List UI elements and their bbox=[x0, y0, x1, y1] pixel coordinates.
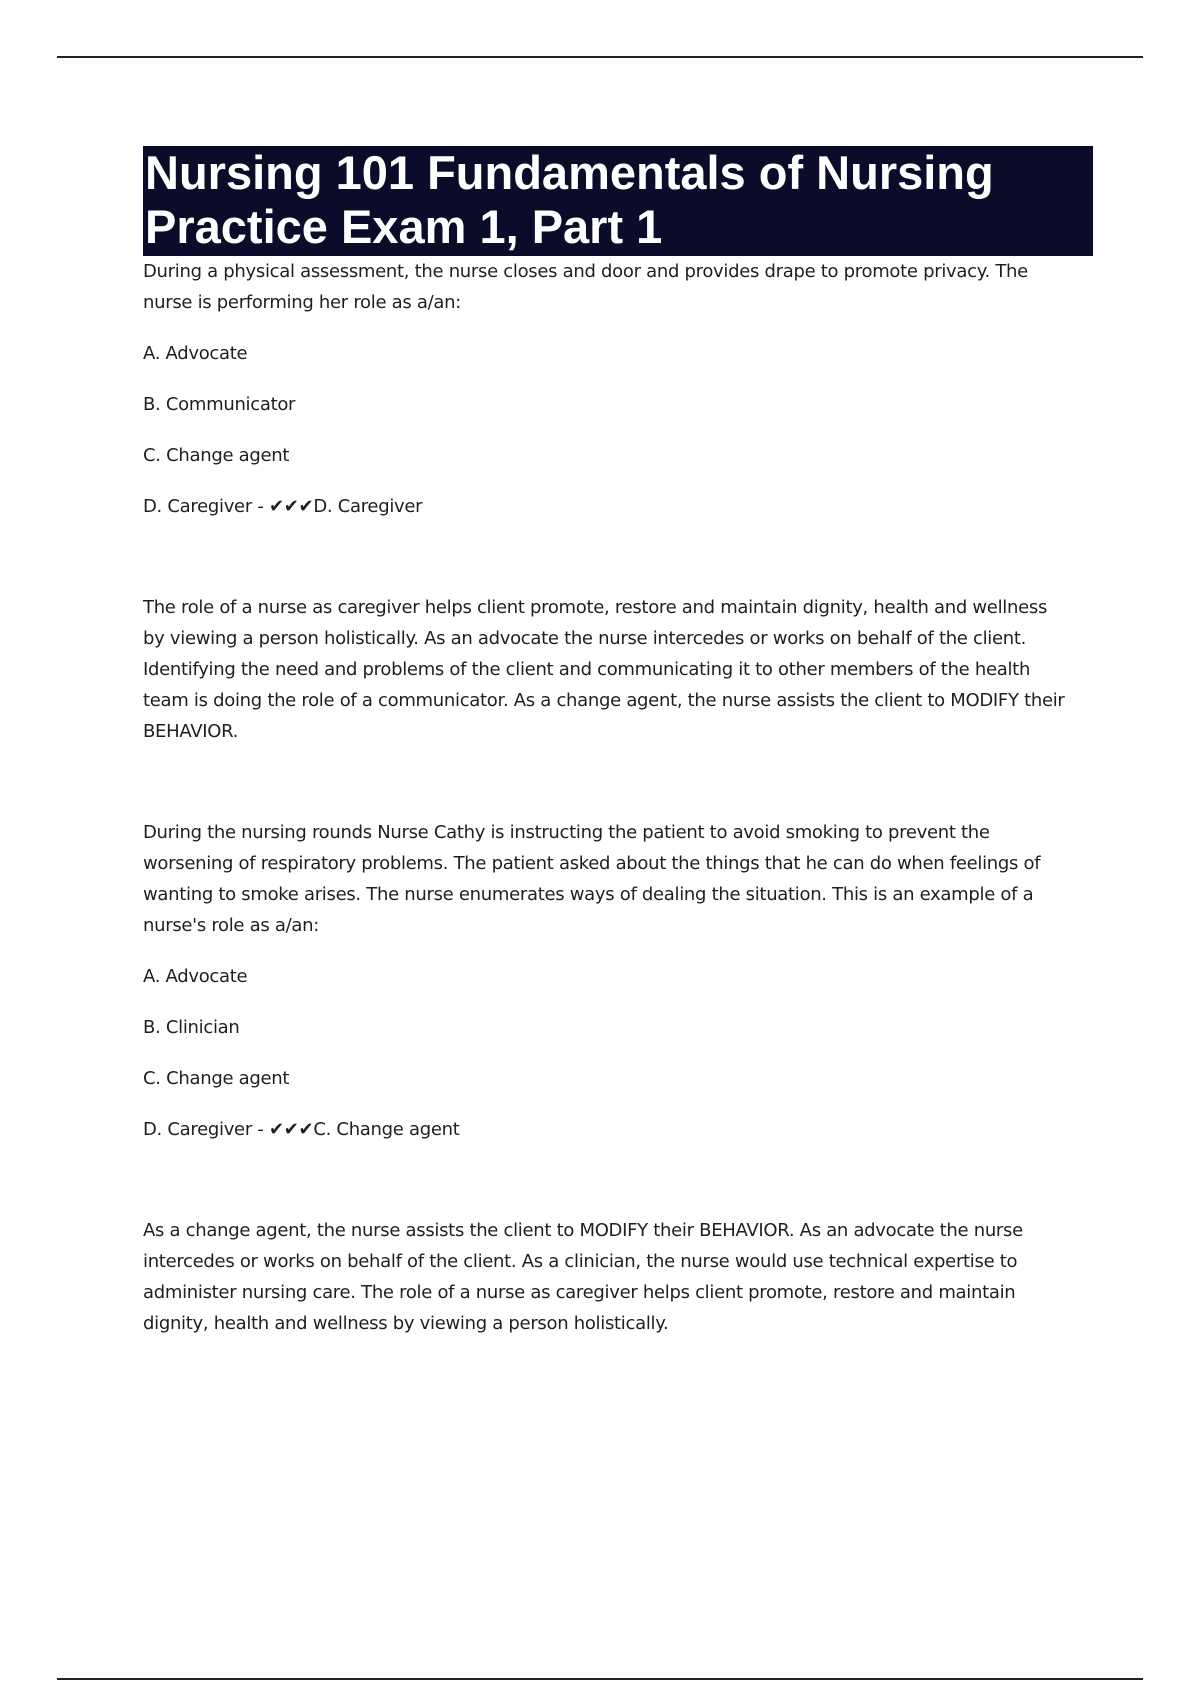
question-1-option-a: A. Advocate bbox=[143, 343, 248, 364]
document-body bbox=[143, 146, 1093, 1339]
header-rule bbox=[57, 56, 1143, 58]
question-2-stem: During the nursing rounds Nurse Cathy is instructing the patient to avoid smoking to prevent the worsening of respiratory problems. The patient asked about the things that he can do when feelings of wanting to smoke arises. The nurse enumerates ways of dealing the situation. This is an example of a nurse's role as a/an: bbox=[143, 822, 1041, 936]
question-2-explanation: As a change agent, the nurse assists the client to MODIFY their BEHAVIOR. As an advocate the nurse intercedes or works on behalf of the client. As a clinician, the nurse would use technical expertise to administer nursing care. The role of a nurse as caregiver helps client promote, restore and maintain dignity, health and wellness by viewing a person holistically. bbox=[143, 1220, 1023, 1334]
question-2-option-b: B. Clinician bbox=[143, 1017, 240, 1038]
footer-rule bbox=[57, 1678, 1143, 1680]
title-line-2: Practice Exam 1, Part 1 bbox=[145, 200, 663, 253]
question-1-option-d-answer: D. Caregiver - ✔✔✔D. Caregiver bbox=[143, 496, 423, 517]
question-2 bbox=[143, 817, 1073, 1339]
question-1-option-b: B. Communicator bbox=[143, 394, 296, 415]
title-line-1: Nursing 101 Fundamentals of Nursing bbox=[145, 146, 994, 199]
question-1-explanation: The role of a nurse as caregiver helps client promote, restore and maintain dignity, health and wellness by viewing a person holistically. As an advocate the nurse intercedes or works on behalf of the client. Identifying the need and problems of the client and communicating it to other members of the health team is doing the role of a communicator. As a change agent, the nurse assists the client to MODIFY their BEHAVIOR. bbox=[143, 597, 1065, 742]
question-1 bbox=[143, 256, 1073, 747]
question-2-option-c: C. Change agent bbox=[143, 1068, 290, 1089]
question-1-stem: During a physical assessment, the nurse closes and door and provides drape to promote privacy. The nurse is performing her role as a/an: bbox=[143, 261, 1028, 313]
question-2-option-a: A. Advocate bbox=[143, 966, 248, 987]
question-1-option-c: C. Change agent bbox=[143, 445, 290, 466]
page-title bbox=[143, 146, 1093, 256]
question-2-option-d-answer: D. Caregiver - ✔✔✔C. Change agent bbox=[143, 1119, 460, 1140]
